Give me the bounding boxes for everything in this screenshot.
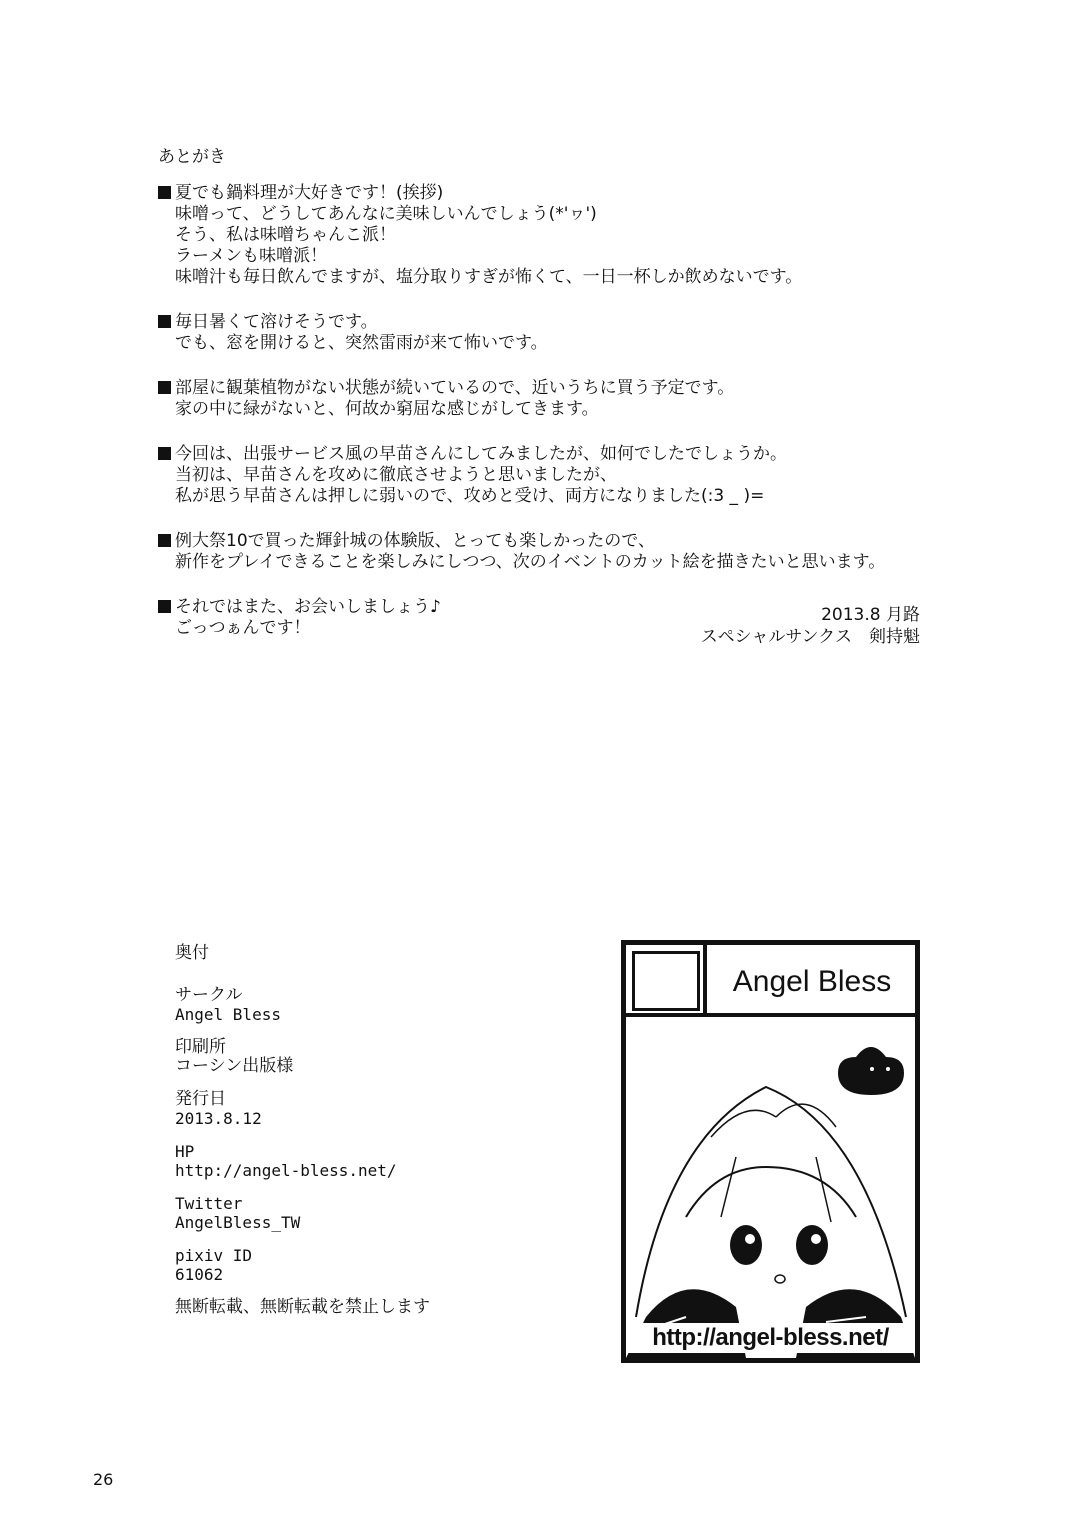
colophon-label: 印刷所 <box>175 1037 226 1057</box>
square-bullet-icon <box>158 600 171 613</box>
colophon-hp-link: http://angel-bless.net/ <box>175 1161 397 1180</box>
colophon-label: Twitter <box>175 1194 243 1213</box>
afterword-section-2 <box>158 312 988 354</box>
cut-divider <box>703 945 707 1015</box>
colophon-notice-text: 無断転載、無断転載を禁止します <box>175 1297 430 1317</box>
square-bullet-icon <box>158 186 171 199</box>
afterword-line: 部屋に観葉植物がない状態が続いているので、近いうちに買う予定です。 <box>158 378 988 399</box>
square-bullet-icon <box>158 315 171 328</box>
afterword-line: それではまた、お会いしましょう♪ <box>158 597 988 618</box>
afterword-line: 今回は、出張サービス風の早苗さんにしてみましたが、如何でしたでしょうか。 <box>158 444 988 465</box>
afterword-line: 夏でも鍋料理が大好きです！(挨拶) <box>158 183 988 204</box>
colophon-label: 発行日 <box>175 1089 226 1109</box>
circle-cut <box>621 940 920 1363</box>
colophon-twitter <box>175 1194 575 1232</box>
afterword-line: 当初は、早苗さんを攻めに徹底させようと思いましたが、 <box>175 465 617 485</box>
colophon-label: HP <box>175 1142 195 1161</box>
afterword-line: 味噌汁も毎日飲んでますが、塩分取りすぎが怖くて、一日一杯しか飲めないです。 <box>175 267 803 287</box>
cut-circle-name: Angel Bless <box>732 965 892 998</box>
colophon-notice <box>175 1298 575 1317</box>
colophon-circle <box>175 986 575 1024</box>
afterword-line: ラーメンも味噌派！ <box>175 246 328 266</box>
signoff-date-author: 2013.8 月路 <box>821 605 920 625</box>
colophon-value: コーシン出版様 <box>175 1056 294 1076</box>
afterword-line: 家の中に緑がないと、何故か窮屈な感じがしてきます。 <box>175 399 599 419</box>
square-bullet-icon <box>158 447 171 460</box>
afterword-line: そう、私は味噌ちゃんこ派！ <box>175 225 396 245</box>
colophon-value: AngelBless_TW <box>175 1213 301 1232</box>
afterword-line: 新作をプレイできることを楽しみにしつつ、次のイベントのカット絵を描きたいと思います。 <box>175 552 886 572</box>
cut-space-box <box>632 951 700 1011</box>
colophon-printer <box>175 1038 575 1076</box>
signoff <box>701 604 920 648</box>
afterword-section-3 <box>158 378 988 420</box>
page-number: 26 <box>93 1470 114 1489</box>
afterword-line: 例大祭10で買った輝針城の体験版、とっても楽しかったので、 <box>158 531 988 552</box>
colophon-label: サークル <box>175 985 243 1005</box>
colophon <box>175 942 575 1331</box>
colophon-value: Angel Bless <box>175 1005 281 1024</box>
afterword-line: ごっつぁんです！ <box>175 618 311 638</box>
colophon-date <box>175 1090 575 1128</box>
colophon-value: 61062 <box>175 1265 224 1284</box>
afterword-section-4 <box>158 444 988 507</box>
afterword <box>158 146 988 663</box>
square-bullet-icon <box>158 381 171 394</box>
afterword-line: でも、窓を開けると、突然雷雨が来て怖いです。 <box>175 333 548 353</box>
colophon-value: 2013.8.12 <box>175 1109 262 1128</box>
afterword-line: 毎日暑くて溶けそうです。 <box>158 312 988 333</box>
afterword-heading: あとがき <box>158 147 226 167</box>
cut-url: http://angel-bless.net/ <box>626 1323 915 1353</box>
colophon-title: 奥付 <box>175 943 209 963</box>
character-illustration <box>626 1017 915 1358</box>
colophon-pixiv <box>175 1246 575 1284</box>
signoff-special-thanks: スペシャルサンクス 剣持魁 <box>700 627 920 647</box>
colophon-hp <box>175 1142 575 1180</box>
colophon-label: pixiv ID <box>175 1246 253 1265</box>
afterword-section-5 <box>158 531 988 573</box>
square-bullet-icon <box>158 534 171 547</box>
afterword-section-1 <box>158 183 988 288</box>
afterword-line: 味噌って、どうしてあんなに美味しいんでしょう(*'ヮ') <box>175 204 597 224</box>
afterword-line: 私が思う早苗さんは押しに弱いので、攻めと受け、両方になりました(:3 _ )= <box>175 486 765 506</box>
